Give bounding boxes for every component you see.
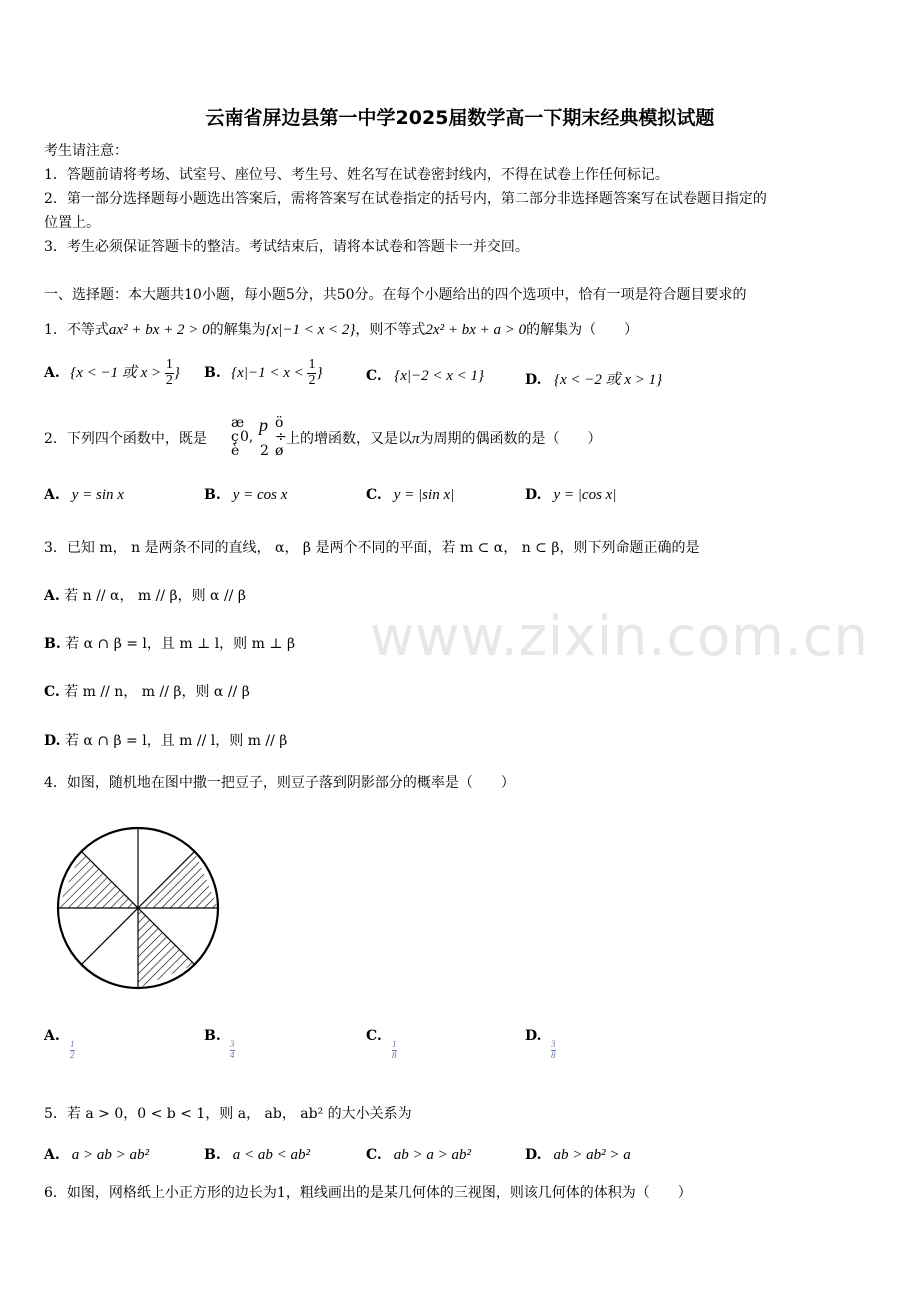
notice-item: 2．第一部分选择题每小题选出答案后，需将答案写在试卷指定的括号内，第二部分非选择题答案写在试卷题目指定的 <box>44 191 767 207</box>
question-4-option-d: D. 3 8 <box>525 1028 556 1060</box>
fraction: 1 2 <box>70 1039 75 1060</box>
notice-item: 3．考生必须保证答题卡的整洁。考试结束后，请将本试卷和答题卡一并交回。 <box>44 239 529 255</box>
fraction: 1 8 <box>392 1039 397 1060</box>
question-1-option-b: B. {x|−1 < x < $\frac{1}{2}$ } <box>204 357 323 388</box>
question-6-stem: 6．如图，网格纸上小正方形的边长为1，粗线画出的是某几何体的三视图，则该几何体的体积为（ ） <box>44 1185 692 1201</box>
fraction: 3 8 <box>551 1039 556 1060</box>
question-3-option-d: D. 若 α ∩ β = l，且 m // l，则 m // β <box>44 733 288 749</box>
question-3-stem: 3．已知 m， n 是两条不同的直线， α， β 是两个不同的平面，若 m ⊂ α， n ⊂ β，则下列命题正确的是 <box>44 540 700 556</box>
question-3-option-b: B. 若 α ∩ β = l，且 m ⊥ l，则 m ⊥ β <box>44 636 296 652</box>
shaded-circle-figure <box>52 822 224 994</box>
question-4-stem: 4．如图，随机地在图中撒一把豆子，则豆子落到阴影部分的概率是（ ） <box>44 775 515 791</box>
math-expr: ax² + bx + 2 > 0 <box>108 322 210 338</box>
question-5-option-d: D. ab > ab² > a <box>525 1147 631 1163</box>
question-3-option-a: A. 若 n // α， m // β，则 α // β <box>44 588 246 604</box>
question-2-option-a: A. y = sin x <box>44 487 124 503</box>
watermark: www.zixin.com.cn <box>370 605 869 668</box>
question-4-option-b: B. 3 4 <box>204 1028 235 1060</box>
question-number: 1． <box>44 322 67 338</box>
fraction: $\frac{1}{2}$ <box>308 357 316 388</box>
question-5-option-b: B. a < ab < ab² <box>204 1147 310 1163</box>
question-1-option-a: A. {x < −1 或 x > $\frac{1}{2}$ } <box>44 357 180 388</box>
question-1-option-c: C. {x|−2 < x < 1} <box>366 368 485 384</box>
question-3-option-c: C. 若 m // n， m // β，则 α // β <box>44 684 250 700</box>
question-2-option-b: B. y = cos x <box>204 487 288 503</box>
interval-expression-garbled: æ ç è 0, p 2 ö ÷ ø <box>231 415 287 459</box>
shaded-sector <box>138 908 195 988</box>
fraction: $\frac{1}{2}$ <box>165 357 173 388</box>
notice-item: 1．答题前请将考场、试室号、座位号、考生号、姓名写在试卷密封线内，不得在试卷上作任何标记。 <box>44 167 669 183</box>
question-5-option-c: C. ab > a > ab² <box>366 1147 472 1163</box>
diameter-lines <box>58 828 218 988</box>
shaded-sector <box>138 851 218 908</box>
notice-heading: 考生请注意： <box>44 143 128 159</box>
notice-item: 位置上。 <box>44 215 100 231</box>
question-number: 2． <box>44 431 67 447</box>
fraction: 3 4 <box>230 1039 235 1060</box>
question-2-option-c: C. y = |sin x| <box>366 487 455 503</box>
question-2-option-d: D. y = |cos x| <box>525 487 617 503</box>
section-heading: 一、选择题：本大题共10小题，每小题5分，共50分。在每个小题给出的四个选项中，恰有一项是符合题目要求的 <box>44 287 747 303</box>
question-5-option-a: A. a > ab > ab² <box>44 1147 149 1163</box>
page-title: 云南省屏边县第一中学2025届数学高一下期末经典模拟试题 <box>205 107 715 129</box>
question-2-stem-cont: 上的增函数，又是以π为周期的偶函数的是（ ） <box>286 431 602 447</box>
question-2-stem: 2．下列四个函数中，既是 <box>44 431 207 447</box>
question-1-stem: 1．不等式ax² + bx + 2 > 0的解集为{x|−1 < x < 2}，则不等式2x² + bx + a > 0的解集为（ ） <box>44 322 639 338</box>
question-1-option-d: D. {x < −2 或 x > 1} <box>525 372 663 388</box>
question-5-stem: 5．若 a > 0，0 < b < 1，则 a， ab， ab² 的大小关系为 <box>44 1106 412 1122</box>
math-expr: 2x² + bx + a > 0 <box>425 322 527 338</box>
question-4-option-a: A. 1 2 <box>44 1028 75 1060</box>
question-4-option-c: C. 1 8 <box>366 1028 397 1060</box>
shaded-sector <box>58 851 138 908</box>
math-expr: {x|−1 < x < 2} <box>265 322 356 338</box>
